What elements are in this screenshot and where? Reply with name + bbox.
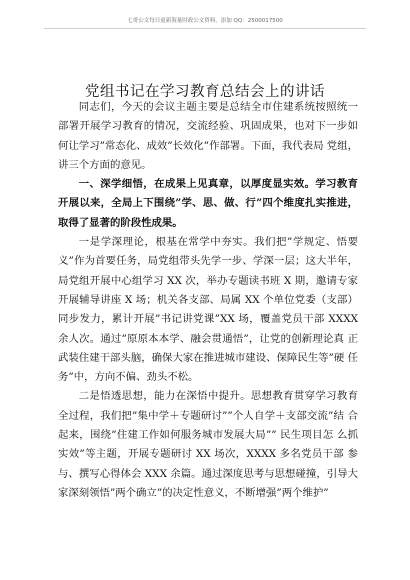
paragraph-point-one: 一是学深理论，根基在常学中夯实。我们把”学规定、悟要义”作为首要任务，局党组带头先学一步、学深一层；这大半年，局党组开展中心组学习 XX 次，举办专题读书班 X 期，邀请专家 开展辅导讲座 X 场；机关各支部、局属 XX 个单位党委（支部） 同步发力，累计开展”书记讲党课”XX 场，覆盖党员干部 XXXX 余人次。通过”原原本本学、融会贯通悟”，让党的创新理论真 正武装住建干部头脑，确保大家在推进城市建设、保障民生等”硬 任务”中，方向不偏、劲头不松。 (58, 236, 358, 384)
header-note: 七哥公文每日更新海量时政公文资料，添加 QQ：2500017500 (127, 18, 283, 24)
paragraph-section-heading: 一、深学细悟，在成果上见真章，以厚度显实效。学习教育开展以来，全局上下围绕”学、思、做、行”四个维度扎实推进，取得了显著的阶段性成果。 (58, 178, 358, 229)
paragraph-intro: 同志们，今天的会议主题主要是总结全市住建系统按照统一部署开展学习教育的情况，交流经验、巩固成果，也对下一步如何让学习”常态化、成效”长效化”作部署。下面，我代表局 党组，讲三个方面的意见。 (58, 101, 358, 171)
document-body (58, 98, 358, 503)
header-divider (44, 28, 366, 29)
paragraph-point-two: 二是悟透思想，能力在深悟中提升。思想教育贯穿学习教育全过程，我们把”集中学＋专题研讨””个人自学＋支部交流”结 合起来，围绕”住建工作如何服务城市发展大局”” 民生项目怎 么抓实效”等主题，开展专题研讨 XX 场次，XXXX 多名党员干部 参与、撰写心得体会 XXX 余篇。通过深度思考与思想碰撞，引导大家深刻领悟”两个确立”的决定性意义，不断增强”两个维护” (58, 390, 358, 499)
document-title: 党组书记在学习教育总结会上的讲话 (85, 84, 325, 100)
